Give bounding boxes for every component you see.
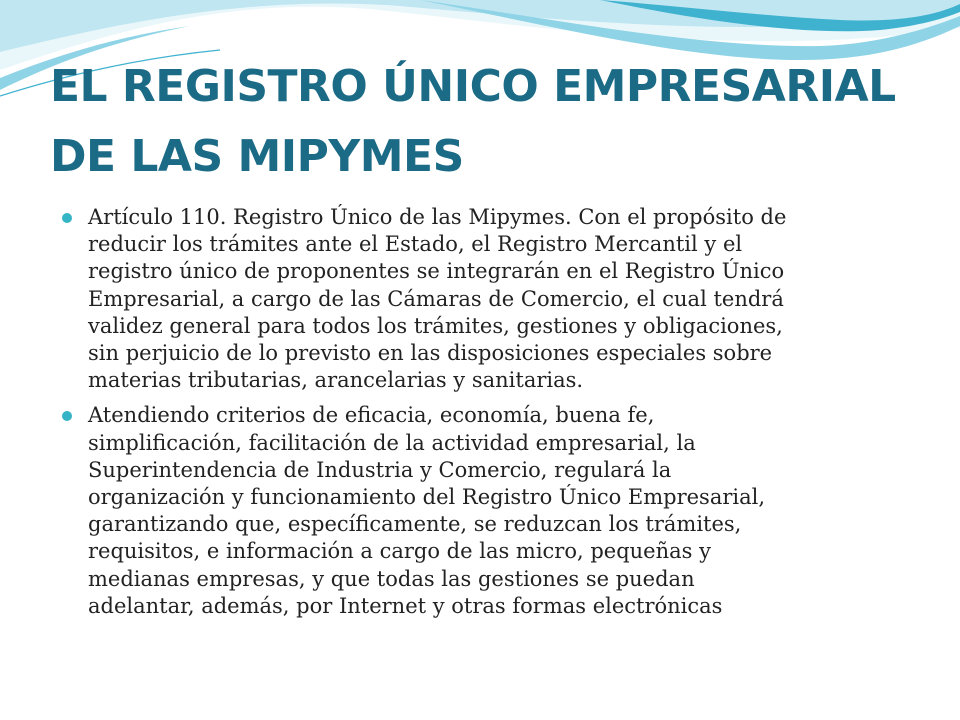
bullet-text-line: garantizando que, específicamente, se reduzcan los trámites,: [88, 512, 742, 537]
bullet-dot-icon: [62, 213, 72, 223]
slide-title-line-1: EL REGISTRO ÚNICO EMPRESARIAL: [50, 61, 896, 112]
bullet-item-articulo-110: [62, 204, 922, 394]
bullet-text-line: organización y funcionamiento del Registro Único Empresarial,: [88, 485, 766, 510]
bullet-text-line: Superintendencia de Industria y Comercio, regulará la: [88, 457, 672, 482]
bullet-text-line: medianas empresas, y que todas las gestiones se puedan: [88, 566, 695, 591]
bullet-text-line: Atendiendo criterios de eficacia, economía, buena fe,: [88, 403, 655, 428]
bullet-text-line: validez general para todos los trámites, gestiones y obligaciones,: [88, 313, 783, 338]
bullet-text-line: materias tributarias, arancelarias y sanitarias.: [88, 368, 584, 393]
slide-title-line-2: DE LAS MIPYMES: [50, 131, 464, 182]
bullet-dot-icon: [62, 411, 72, 421]
bullet-text-line: sin perjuicio de lo previsto en las disposiciones especiales sobre: [88, 341, 773, 366]
bullet-text-line: reducir los trámites ante el Estado, el Registro Mercantil y el: [88, 232, 743, 257]
bullet-item-atendiendo-criterios: [62, 402, 922, 620]
bullet-text-line: requisitos, e información a cargo de las micro, pequeñas y: [88, 539, 711, 564]
bullet-text-line: adelantar, además, por Internet y otras formas electrónicas: [88, 593, 723, 618]
bullet-list: [62, 204, 922, 628]
slide-title: [50, 52, 930, 192]
bullet-text-line: Empresarial, a cargo de las Cámaras de Comercio, el cual tendrá: [88, 286, 784, 311]
bullet-text-line: registro único de proponentes se integrarán en el Registro Único: [88, 259, 785, 284]
bullet-text-line: Artículo 110. Registro Único de las Mipymes. Con el propósito de: [88, 205, 787, 229]
bullet-text-line: simplificación, facilitación de la actividad empresarial, la: [88, 430, 696, 455]
